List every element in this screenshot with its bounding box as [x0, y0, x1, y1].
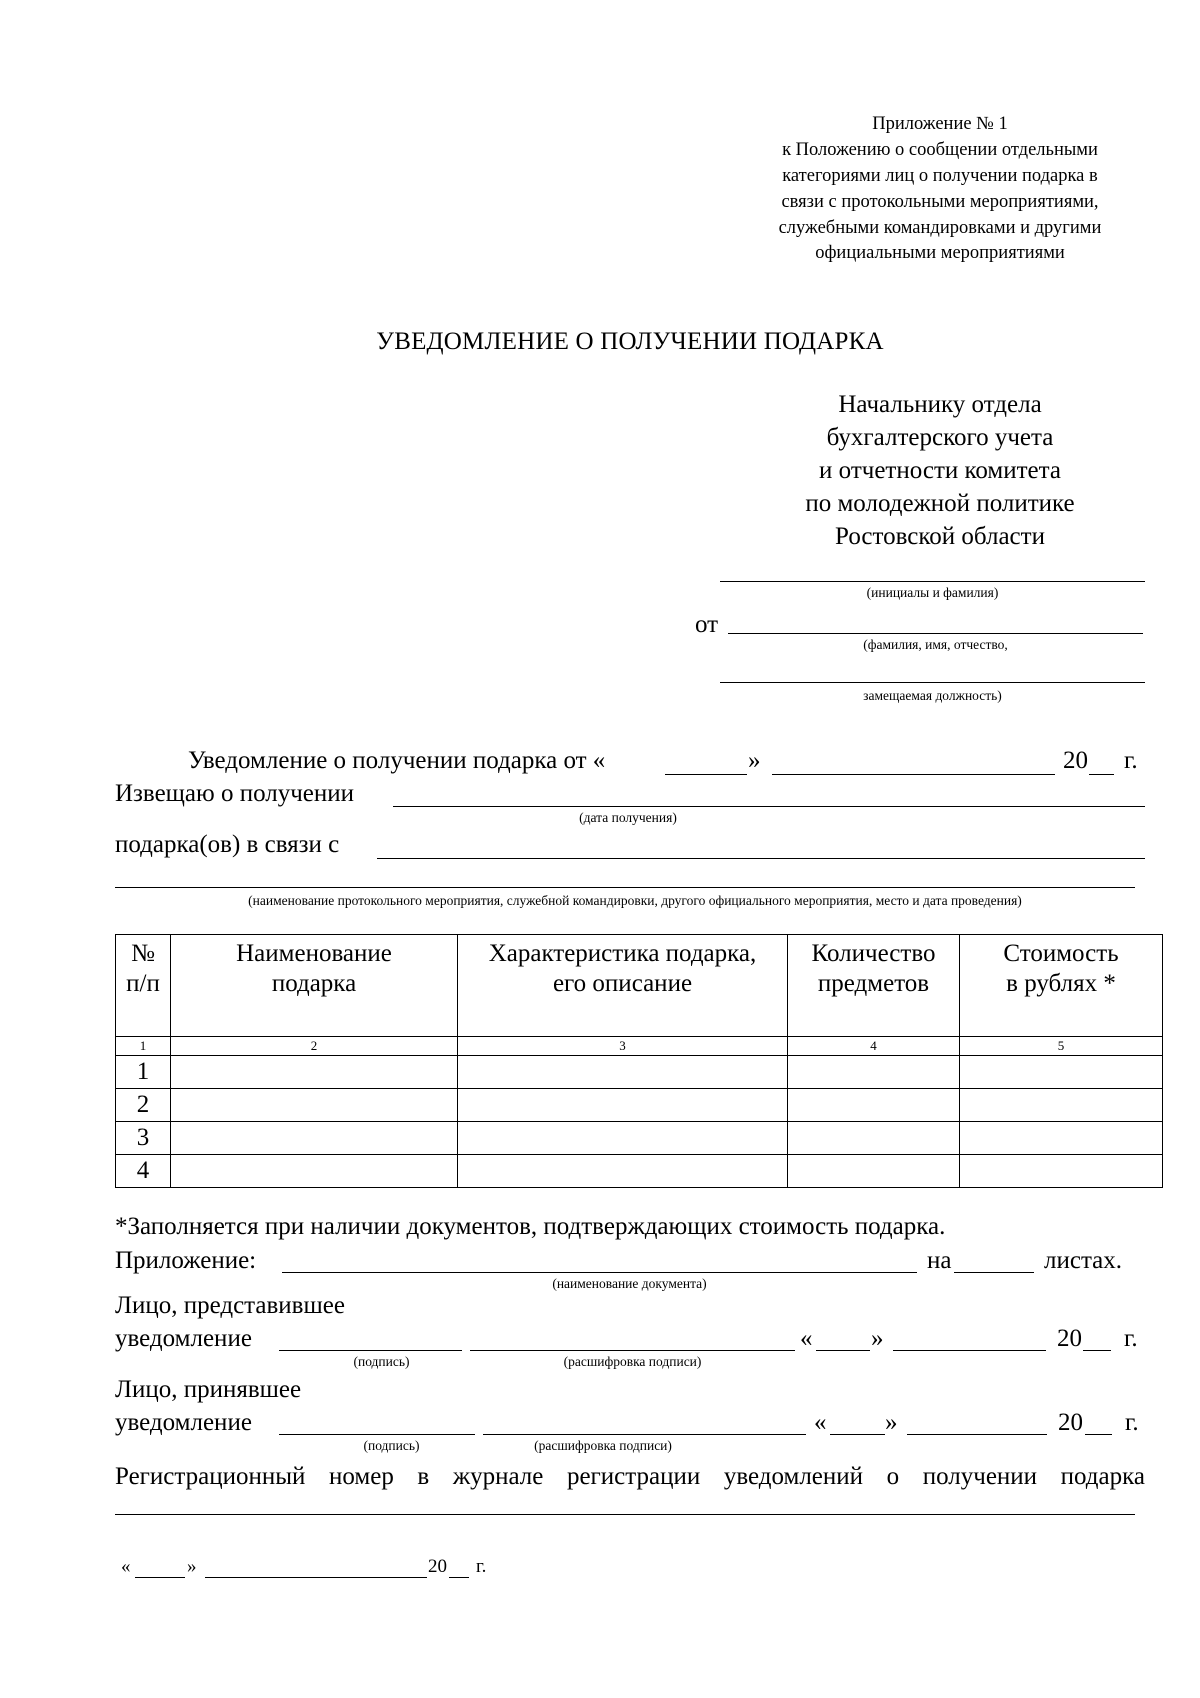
addressee-line: бухгалтерского учета [826, 424, 1054, 451]
gift-cost-cell[interactable] [960, 1089, 1163, 1122]
column-number: 2 [171, 1037, 458, 1056]
gift-description-cell[interactable] [458, 1056, 788, 1089]
gift-quantity-cell[interactable] [788, 1056, 960, 1089]
gift-description-cell[interactable] [458, 1122, 788, 1155]
notice-year-field[interactable] [1089, 774, 1114, 775]
table-row [116, 1089, 1163, 1122]
gift-quantity-cell[interactable] [788, 1122, 960, 1155]
table-header-row [116, 935, 1163, 1037]
date-hint: (дата получения) [579, 810, 677, 825]
submitter-day-field[interactable] [816, 1350, 870, 1351]
notice-year-prefix: 20 [1063, 747, 1088, 774]
cost-footnote: *Заполняется при наличии документов, подтверждающих стоимость подарка. [115, 1213, 946, 1240]
registration-year-suffix: г. [476, 1556, 487, 1577]
submitter-month-field[interactable] [893, 1350, 1046, 1351]
row-number: 4 [116, 1155, 171, 1188]
gift-cost-cell[interactable] [960, 1155, 1163, 1188]
submitter-signature-hint: (подпись) [353, 1354, 410, 1369]
gift-name-cell[interactable] [171, 1089, 458, 1122]
row-number: 1 [116, 1056, 171, 1089]
registration-day-field[interactable] [135, 1577, 185, 1578]
receiver-quote-close: » [885, 1409, 898, 1436]
submitter-year-suffix: г. [1124, 1325, 1138, 1352]
row-number: 3 [116, 1122, 171, 1155]
receiver-signature-field[interactable] [279, 1434, 475, 1435]
registration-number-field[interactable] [115, 1514, 1135, 1515]
table-row [116, 1155, 1163, 1188]
registration-quote-open: « [121, 1556, 131, 1577]
header-quantity: Количество предметов [788, 935, 960, 1037]
attachment-sheets-field[interactable] [954, 1272, 1034, 1273]
position-field[interactable] [720, 682, 1145, 683]
header-number: № п/п [116, 935, 171, 1037]
receiver-month-field[interactable] [907, 1434, 1047, 1435]
row-number: 2 [116, 1089, 171, 1122]
attachment-label: Приложение: [115, 1247, 257, 1274]
addressee-line: и отчетности комитета [819, 457, 1061, 484]
receiver-day-field[interactable] [830, 1434, 885, 1435]
column-number: 4 [788, 1037, 960, 1056]
receiver-label-line1: Лицо, принявшее [115, 1376, 302, 1403]
occasion-field[interactable] [377, 858, 1145, 859]
header-description: Характеристика подарка, его описание [458, 935, 788, 1037]
occasion-label: подарка(ов) в связи с [115, 831, 340, 858]
annex-line: официальными мероприятиями [815, 243, 1065, 264]
gift-description-cell[interactable] [458, 1155, 788, 1188]
gift-quantity-cell[interactable] [788, 1155, 960, 1188]
initials-field[interactable] [720, 581, 1145, 582]
annex-line: категориями лиц о получении подарка в [782, 165, 1098, 186]
annex-line: связи с протокольными мероприятиями, [781, 191, 1099, 212]
annex-line: Приложение № 1 [872, 114, 1008, 134]
annex-header [740, 112, 1140, 267]
column-number: 5 [960, 1037, 1163, 1056]
registration-year-prefix: 20 [428, 1556, 447, 1577]
receiver-year-field[interactable] [1085, 1434, 1112, 1435]
submitter-label-line1: Лицо, представившее [115, 1292, 345, 1319]
gift-cost-cell[interactable] [960, 1122, 1163, 1155]
notice-year-suffix: г. [1124, 747, 1138, 774]
notice-day-field[interactable] [665, 774, 747, 775]
gift-name-cell[interactable] [171, 1155, 458, 1188]
submitter-label-line2: уведомление [115, 1325, 252, 1352]
submitter-year-field[interactable] [1083, 1350, 1111, 1351]
addressee-block [760, 388, 1120, 553]
annex-line: к Положению о сообщении отдельными [782, 139, 1098, 160]
registration-quote-close: » [187, 1556, 197, 1577]
receiver-decoding-hint: (расшифровка подписи) [534, 1438, 672, 1453]
submitter-year-prefix: 20 [1057, 1325, 1082, 1352]
registration-month-field[interactable] [205, 1577, 427, 1578]
attachment-on-label: на [927, 1247, 952, 1274]
table-row [116, 1056, 1163, 1089]
notice-quote-close: » [748, 747, 761, 774]
header-gift-name: Наименование подарка [171, 935, 458, 1037]
gifts-table [115, 934, 1163, 1188]
gift-quantity-cell[interactable] [788, 1089, 960, 1122]
registration-year-field[interactable] [449, 1577, 469, 1578]
submitter-decoding-field[interactable] [470, 1350, 795, 1351]
receiver-decoding-field[interactable] [483, 1434, 806, 1435]
submitter-signature-field[interactable] [279, 1350, 462, 1351]
column-number: 1 [116, 1037, 171, 1056]
annex-line: служебными командировками и другими [778, 217, 1102, 238]
attachment-sheets-label: листах. [1044, 1247, 1123, 1274]
notice-date-prefix: Уведомление о получении подарка от « [188, 747, 606, 774]
table-row [116, 1122, 1163, 1155]
receiver-year-prefix: 20 [1058, 1409, 1083, 1436]
column-numbers-row [116, 1037, 1163, 1056]
submitter-quote-close: » [871, 1325, 884, 1352]
receipt-label: Извещаю о получении [115, 780, 355, 807]
position-hint: замещаемая должность) [863, 688, 1002, 703]
fio-field[interactable] [728, 633, 1143, 634]
receiver-signature-hint: (подпись) [363, 1438, 420, 1453]
submitter-quote-open: « [800, 1325, 813, 1352]
gift-description-cell[interactable] [458, 1089, 788, 1122]
event-hint: (наименование протокольного мероприятия, служебной командировки, другого официального мероприятия, место и дата проведения) [248, 893, 1022, 908]
receiver-quote-open: « [814, 1409, 827, 1436]
addressee-line: по молодежной политике [805, 490, 1075, 517]
gift-name-cell[interactable] [171, 1056, 458, 1089]
occasion-field-continued[interactable] [115, 887, 1135, 888]
receiver-year-suffix: г. [1125, 1409, 1139, 1436]
receiver-label-line2: уведомление [115, 1409, 252, 1436]
gift-cost-cell[interactable] [960, 1056, 1163, 1089]
fio-hint: (фамилия, имя, отчество, [863, 637, 1008, 652]
attachment-document-field[interactable] [282, 1272, 917, 1273]
submitter-decoding-hint: (расшифровка подписи) [563, 1354, 702, 1369]
addressee-line: Ростовской области [835, 523, 1045, 550]
addressee-line: Начальнику отдела [838, 391, 1042, 418]
from-label: от [695, 611, 719, 638]
document-title: УВЕДОМЛЕНИЕ О ПОЛУЧЕНИИ ПОДАРКА [376, 328, 884, 355]
notice-month-field[interactable] [772, 774, 1055, 775]
registration-label: Регистрационный номер в журнале регистрации уведомлений о получении подарка [115, 1463, 1145, 1490]
initials-hint: (инициалы и фамилия) [866, 585, 999, 600]
column-number: 3 [458, 1037, 788, 1056]
header-cost: Стоимость в рублях * [960, 935, 1163, 1037]
attachment-doc-hint: (наименование документа) [552, 1276, 707, 1291]
receipt-date-field[interactable] [393, 806, 1145, 807]
gift-name-cell[interactable] [171, 1122, 458, 1155]
